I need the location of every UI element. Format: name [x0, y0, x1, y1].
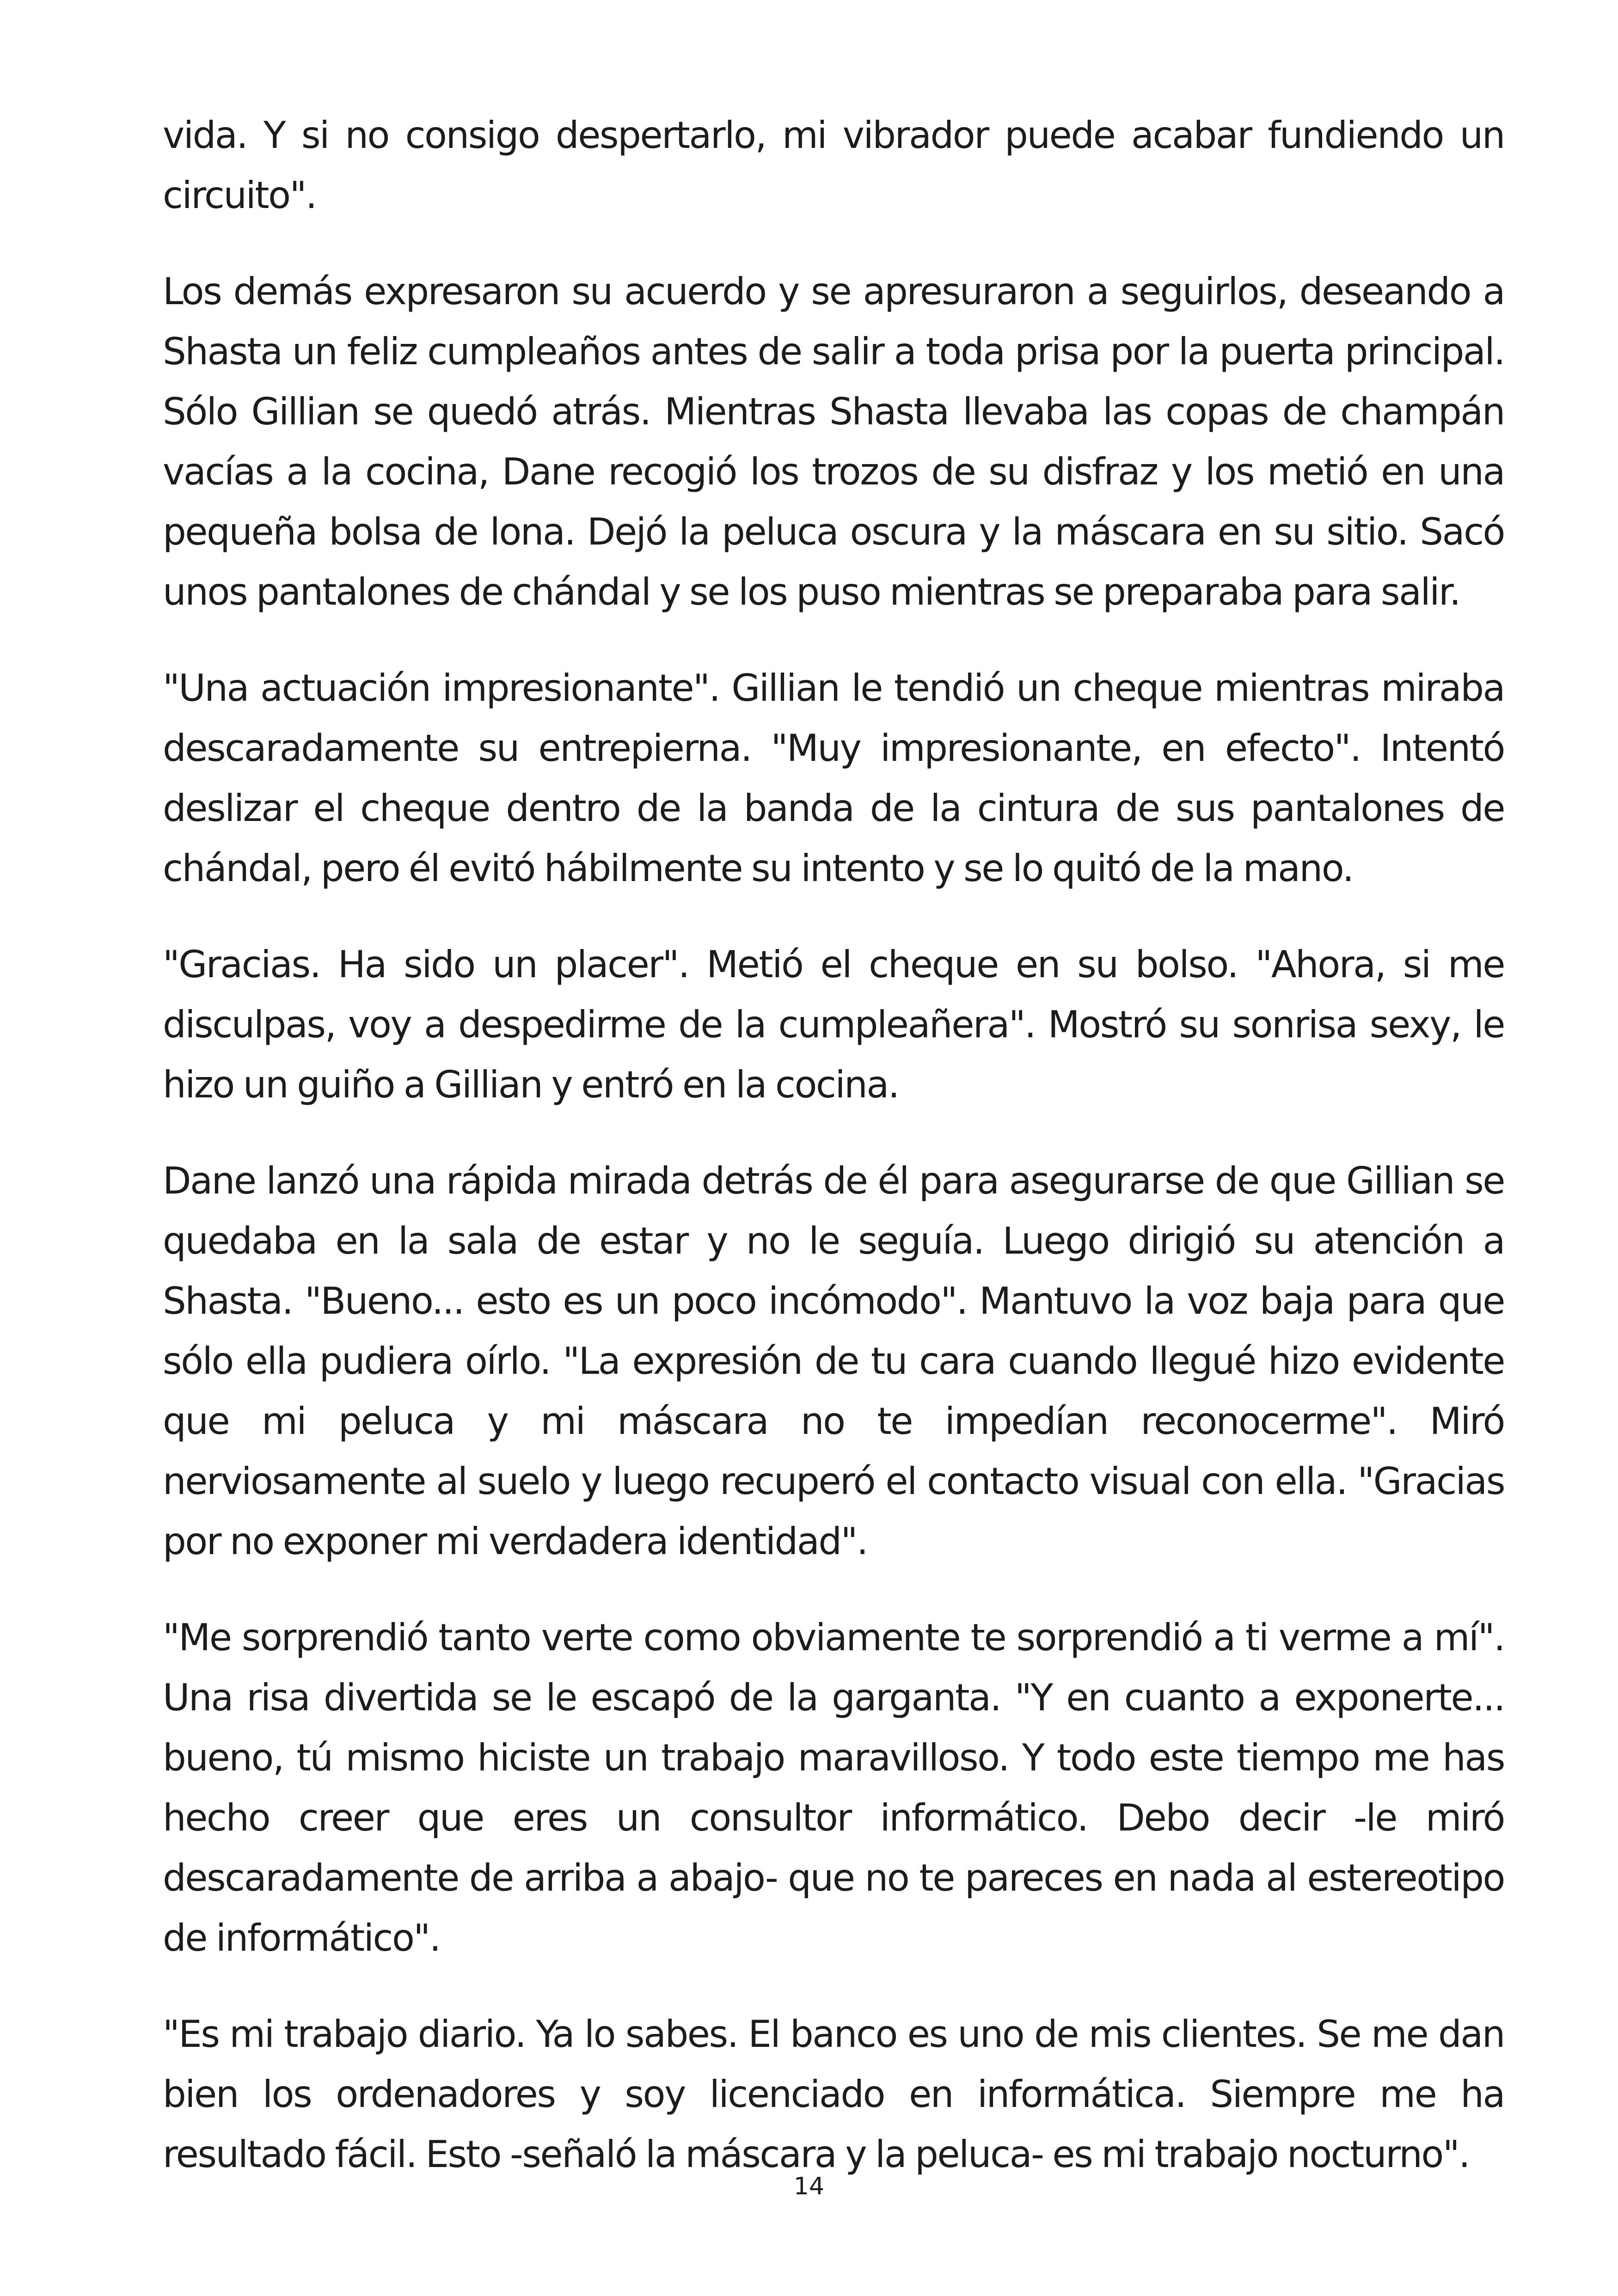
paragraph: Los demás expresaron su acuerdo y se apresuraron a seguirlos, deseando a Shasta un feliz cumpleaños antes de salir a toda prisa por la puerta principal. Sólo Gillian se quedó atrás. Mientras Shasta llevaba las copas de champán vacías a la cocina, Dane recogió los trozos de su disfraz y los metió en una pequeña bolsa de lona. Dejó la peluca oscura y la máscara en su sitio. Sacó unos pantalones de chándal y se los puso mientras se preparaba para salir.: [163, 270, 1504, 613]
paragraph: vida. Y si no consigo despertarlo, mi vibrador puede acabar fundiendo un circuito".: [163, 114, 1504, 217]
paragraph: "Es mi trabajo diario. Ya lo sabes. El banco es uno de mis clientes. Se me dan bien los ordenadores y soy licenciado en informática. Siempre me ha resultado fácil. Esto -señaló la máscara y la peluca- es mi trabajo nocturno".: [163, 2013, 1504, 2176]
page-number: 14: [793, 2173, 825, 2200]
paragraph: "Me sorprendió tanto verte como obviamente te sorprendió a ti verme a mí". Una risa divertida se le escapó de la garganta. "Y en cuanto a exponerte... bueno, tú mismo hiciste un trabajo maravilloso. Y todo este tiempo me has hecho creer que eres un consultor informático. Debo decir -le miró descaradamente de arriba a abajo- que no te pareces en nada al estereotipo de informático".: [163, 1616, 1504, 1959]
paragraph: "Una actuación impresionante". Gillian le tendió un cheque mientras miraba descaradamente su entrepierna. "Muy impresionante, en efecto". Intentó deslizar el cheque dentro de la banda de la cintura de sus pantalones de chándal, pero él evitó hábilmente su intento y se lo quitó de la mano.: [163, 667, 1504, 890]
page-body: [163, 105, 1504, 2221]
paragraph: "Gracias. Ha sido un placer". Metió el cheque en su bolso. "Ahora, si me disculpas, voy a despedirme de la cumpleañera". Mostró su sonrisa sexy, le hizo un guiño a Gillian y entró en la cocina.: [163, 943, 1504, 1106]
paragraph: Dane lanzó una rápida mirada detrás de él para asegurarse de que Gillian se quedaba en la sala de estar y no le seguía. Luego dirigió su atención a Shasta. "Bueno... esto es un poco incómodo". Mantuvo la voz baja para que sólo ella pudiera oírlo. "La expresión de tu cara cuando llegué hizo evidente que mi peluca y mi máscara no te impedían reconocerme". Miró nerviosamente al suelo y luego recuperó el contacto visual con ella. "Gracias por no exponer mi verdadera identidad".: [163, 1159, 1504, 1563]
